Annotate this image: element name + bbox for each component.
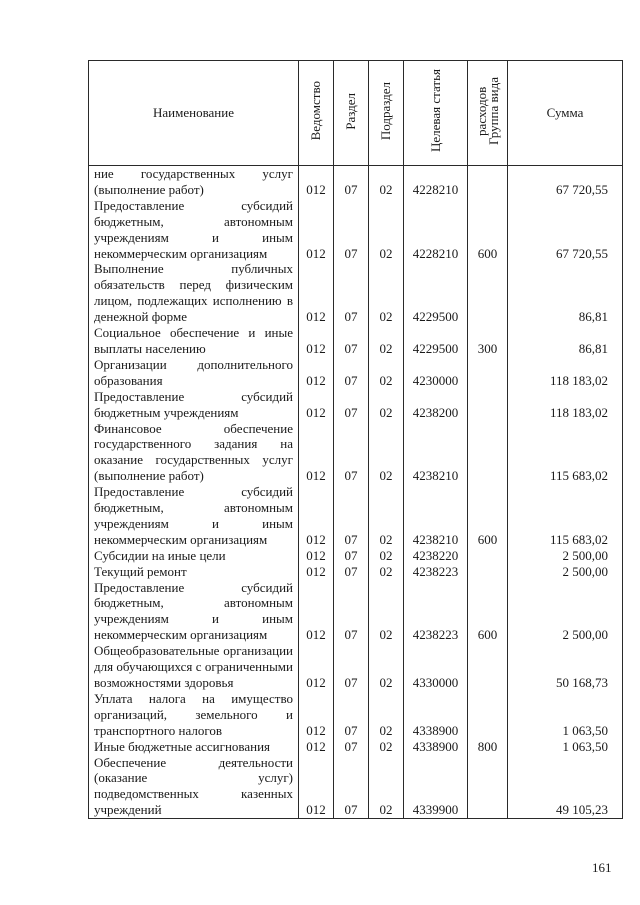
table-row [89, 198, 623, 262]
row-name: Организации дополнительного образования [89, 357, 299, 389]
header-podrazdel [369, 61, 404, 166]
row-razdel: 07 [334, 325, 369, 357]
row-razdel: 07 [334, 389, 369, 421]
header-summa [508, 61, 623, 166]
row-summa: 118 183,02 [508, 357, 623, 389]
row-name: Субсидии на иные цели [89, 548, 299, 564]
row-name: Предоставление субсидий бюджетным, автономным учреждениям и иным некоммерческим организациям [89, 580, 299, 644]
row-vedomstvo: 012 [299, 421, 334, 485]
row-gruppa-vida [468, 389, 508, 421]
row-podrazdel: 02 [369, 739, 404, 755]
table-header [89, 61, 623, 166]
row-name: Текущий ремонт [89, 564, 299, 580]
row-summa: 1 063,50 [508, 739, 623, 755]
table-row [89, 580, 623, 644]
row-celevaya-statya: 4229500 [404, 261, 468, 325]
table-row [89, 739, 623, 755]
row-gruppa-vida: 600 [468, 580, 508, 644]
header-summa-label: Сумма [546, 105, 584, 120]
row-vedomstvo: 012 [299, 166, 334, 198]
row-name: Социальное обеспечение и иные выплаты населению [89, 325, 299, 357]
row-gruppa-vida: 600 [468, 484, 508, 548]
row-podrazdel: 02 [369, 357, 404, 389]
row-vedomstvo: 012 [299, 564, 334, 580]
row-celevaya-statya: 4238200 [404, 389, 468, 421]
budget-sheet [88, 60, 622, 835]
table-row [89, 484, 623, 548]
row-celevaya-statya: 4338900 [404, 691, 468, 739]
row-podrazdel: 02 [369, 643, 404, 691]
row-razdel: 07 [334, 261, 369, 325]
row-name: Предоставление субсидий бюджетным, автономным учреждениям и иным некоммерческим организациям [89, 484, 299, 548]
table-row [89, 564, 623, 580]
row-gruppa-vida: 800 [468, 739, 508, 755]
row-vedomstvo: 012 [299, 261, 334, 325]
row-celevaya-statya: 4228210 [404, 166, 468, 198]
row-vedomstvo: 012 [299, 739, 334, 755]
row-podrazdel: 02 [369, 421, 404, 485]
row-vedomstvo: 012 [299, 548, 334, 564]
row-gruppa-vida [468, 166, 508, 198]
page-number: 161 [592, 860, 612, 875]
row-vedomstvo: 012 [299, 484, 334, 548]
table-row [89, 357, 623, 389]
table-body [89, 166, 623, 819]
header-vedomstvo-label: Ведомство [308, 81, 323, 141]
header-gruppa-vida-rashodov [468, 61, 508, 166]
table-row [89, 421, 623, 485]
row-summa: 49 105,23 [508, 755, 623, 819]
row-podrazdel: 02 [369, 261, 404, 325]
row-summa: 115 683,02 [508, 484, 623, 548]
row-celevaya-statya: 4339900 [404, 755, 468, 819]
table-row [89, 325, 623, 357]
header-gruppa-line1: Группа вида [485, 77, 501, 145]
row-razdel: 07 [334, 755, 369, 819]
row-vedomstvo: 012 [299, 198, 334, 262]
row-razdel: 07 [334, 198, 369, 262]
row-vedomstvo: 012 [299, 643, 334, 691]
header-gruppa-line2: расходов [473, 86, 489, 136]
row-gruppa-vida [468, 421, 508, 485]
row-gruppa-vida [468, 548, 508, 564]
row-name: Финансовое обеспечение государственного задания на оказание государственных услуг (выполнение работ) [89, 421, 299, 485]
row-summa: 86,81 [508, 261, 623, 325]
budget-table [88, 60, 623, 819]
row-podrazdel: 02 [369, 198, 404, 262]
row-podrazdel: 02 [369, 325, 404, 357]
row-celevaya-statya: 4238220 [404, 548, 468, 564]
row-summa: 2 500,00 [508, 580, 623, 644]
row-celevaya-statya: 4330000 [404, 643, 468, 691]
row-gruppa-vida [468, 357, 508, 389]
row-razdel: 07 [334, 643, 369, 691]
row-vedomstvo: 012 [299, 389, 334, 421]
row-celevaya-statya: 4238223 [404, 564, 468, 580]
row-name: Иные бюджетные ассигнования [89, 739, 299, 755]
header-vedomstvo [299, 61, 334, 166]
row-summa: 2 500,00 [508, 564, 623, 580]
row-summa: 50 168,73 [508, 643, 623, 691]
row-razdel: 07 [334, 357, 369, 389]
row-vedomstvo: 012 [299, 691, 334, 739]
row-razdel: 07 [334, 166, 369, 198]
row-vedomstvo: 012 [299, 580, 334, 644]
table-row [89, 261, 623, 325]
row-celevaya-statya: 4238223 [404, 580, 468, 644]
header-celevaya-statya [404, 61, 468, 166]
row-gruppa-vida: 300 [468, 325, 508, 357]
row-razdel: 07 [334, 580, 369, 644]
row-celevaya-statya: 4230000 [404, 357, 468, 389]
row-gruppa-vida [468, 261, 508, 325]
row-name: Общеобразовательные организации для обучающихся с ограниченными возможностями здоровья [89, 643, 299, 691]
row-vedomstvo: 012 [299, 325, 334, 357]
row-vedomstvo: 012 [299, 755, 334, 819]
header-gruppa-label [473, 77, 501, 145]
header-name-label: Наименование [153, 105, 234, 120]
row-razdel: 07 [334, 548, 369, 564]
row-summa: 118 183,02 [508, 389, 623, 421]
row-podrazdel: 02 [369, 484, 404, 548]
row-gruppa-vida [468, 691, 508, 739]
table-row [89, 166, 623, 198]
row-celevaya-statya: 4228210 [404, 198, 468, 262]
row-name: Предоставление субсидий бюджетным, автономным учреждениям и иным некоммерческим организациям [89, 198, 299, 262]
row-podrazdel: 02 [369, 564, 404, 580]
row-summa: 2 500,00 [508, 548, 623, 564]
table-row [89, 548, 623, 564]
row-razdel: 07 [334, 564, 369, 580]
row-celevaya-statya: 4238210 [404, 421, 468, 485]
row-gruppa-vida [468, 564, 508, 580]
row-podrazdel: 02 [369, 691, 404, 739]
row-podrazdel: 02 [369, 548, 404, 564]
row-celevaya-statya: 4238210 [404, 484, 468, 548]
row-razdel: 07 [334, 691, 369, 739]
row-name: Выполнение публичных обязательств перед физическим лицом, подлежащих исполнению в денежной форме [89, 261, 299, 325]
row-celevaya-statya: 4229500 [404, 325, 468, 357]
row-vedomstvo: 012 [299, 357, 334, 389]
row-summa: 67 720,55 [508, 198, 623, 262]
row-name: ние государственных услуг (выполнение работ) [89, 166, 299, 198]
row-name: Уплата налога на имущество организаций, земельного и транспортного налогов [89, 691, 299, 739]
row-name: Предоставление субсидий бюджетным учреждениям [89, 389, 299, 421]
row-gruppa-vida [468, 643, 508, 691]
row-razdel: 07 [334, 484, 369, 548]
table-row [89, 643, 623, 691]
row-podrazdel: 02 [369, 755, 404, 819]
row-podrazdel: 02 [369, 166, 404, 198]
row-podrazdel: 02 [369, 580, 404, 644]
row-name: Обеспечение деятельности (оказание услуг) подведомственных казенных учреждений [89, 755, 299, 819]
row-gruppa-vida [468, 755, 508, 819]
table-row [89, 755, 623, 819]
header-podrazdel-label: Подраздел [378, 81, 393, 141]
header-razdel [334, 61, 369, 166]
row-summa: 86,81 [508, 325, 623, 357]
table-row [89, 389, 623, 421]
header-razdel-label: Раздел [343, 92, 358, 130]
row-gruppa-vida: 600 [468, 198, 508, 262]
row-razdel: 07 [334, 739, 369, 755]
row-summa: 1 063,50 [508, 691, 623, 739]
header-celevaya-label: Целевая статья [427, 69, 443, 153]
row-razdel: 07 [334, 421, 369, 485]
row-podrazdel: 02 [369, 389, 404, 421]
row-summa: 67 720,55 [508, 166, 623, 198]
table-row [89, 691, 623, 739]
header-row [89, 61, 623, 166]
header-name [89, 61, 299, 166]
row-summa: 115 683,02 [508, 421, 623, 485]
row-celevaya-statya: 4338900 [404, 739, 468, 755]
